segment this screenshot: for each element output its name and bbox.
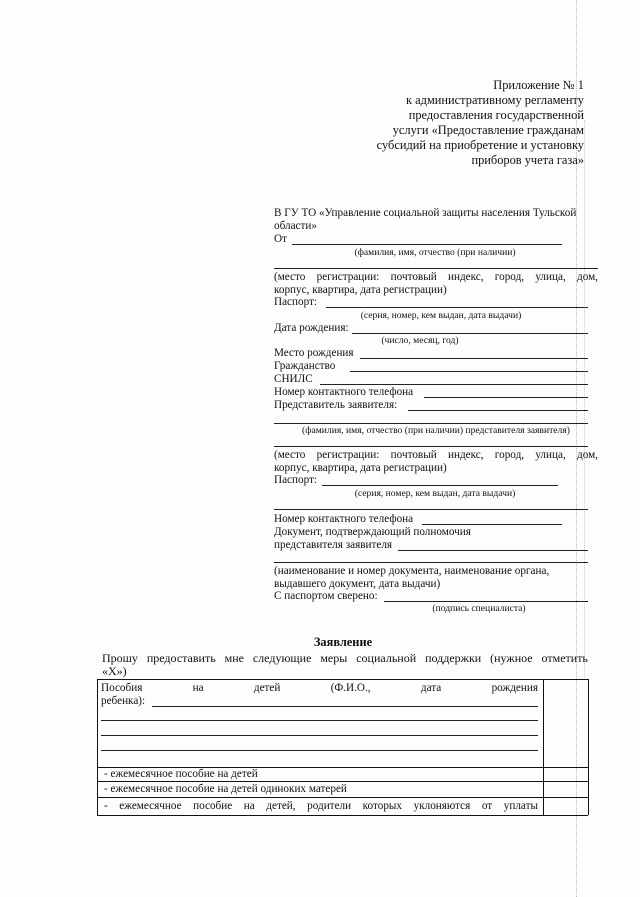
fio-field-2[interactable] bbox=[274, 268, 598, 269]
addressee-to-line1: В ГУ ТО «Управление социальной защиты населения Тульской bbox=[274, 207, 577, 219]
cell-word: пособие bbox=[193, 800, 233, 812]
header-line: к административному регламенту bbox=[406, 93, 584, 107]
monthly-child-benefit-checkbox[interactable] bbox=[544, 768, 587, 780]
children-benefit-line2: ребенка): bbox=[101, 695, 146, 707]
authority-doc-label-line1: Документ, подтверждающий полномочия bbox=[274, 526, 471, 538]
passport-field[interactable] bbox=[326, 307, 588, 308]
registration-hint-word: дом, bbox=[577, 449, 598, 461]
header-line: услуги «Предоставление гражданам bbox=[392, 123, 584, 137]
rep-passport-field-2[interactable] bbox=[274, 509, 588, 510]
registration-hint-word: город, bbox=[494, 271, 525, 283]
header-line: предоставления государственной bbox=[408, 108, 584, 122]
cell-word: Пособия bbox=[101, 682, 143, 694]
cell-word: - bbox=[104, 800, 108, 812]
from-label: От bbox=[274, 233, 287, 245]
registration-hint-word: регистрации: bbox=[316, 449, 380, 461]
cell-word: дата bbox=[420, 682, 442, 694]
cell-word: которых bbox=[362, 800, 403, 812]
citizenship-label: Гражданство bbox=[274, 360, 336, 372]
phone-label: Номер контактного телефона bbox=[274, 386, 414, 398]
statement-title: Заявление bbox=[313, 635, 373, 649]
authority-doc-field[interactable] bbox=[398, 550, 588, 551]
registration-hint-word: улица, bbox=[535, 271, 566, 283]
scan-artifact-right-2 bbox=[584, 120, 585, 680]
fio-field[interactable] bbox=[292, 244, 562, 245]
cell-word: (Ф.И.О., bbox=[330, 682, 371, 694]
table-row-divider bbox=[97, 815, 588, 816]
registration-hint-word: город, bbox=[494, 449, 525, 461]
cell-word: ежемесячное bbox=[119, 800, 182, 812]
child-info-field[interactable] bbox=[101, 735, 538, 736]
header-line: Приложение № 1 bbox=[493, 78, 584, 92]
registration-hint-word: регистрации: bbox=[316, 271, 380, 283]
rep-passport-hint: (серия, номер, кем выдан, дата выдачи) bbox=[354, 488, 516, 499]
registration-hint-word: дом, bbox=[577, 271, 598, 283]
rep-passport-label: Паспорт: bbox=[274, 474, 318, 486]
cell-word: на bbox=[192, 682, 204, 694]
rep-registration-hint-line2: корпус, квартира, дата регистрации) bbox=[274, 462, 447, 474]
rep-registration-hint-line1 bbox=[274, 449, 598, 462]
intro-word: Прошу bbox=[102, 651, 138, 665]
verified-label: С паспортом сверено: bbox=[274, 590, 378, 602]
intro-word: предоставить bbox=[146, 651, 216, 665]
header-line: субсидий на приобретение и установку bbox=[376, 138, 584, 152]
intro-word: поддержки bbox=[425, 651, 482, 665]
intro-word: меры bbox=[320, 651, 348, 665]
verified-signature-field[interactable] bbox=[384, 601, 588, 602]
representative-fio-hint: (фамилия, имя, отчество (при наличии) представителя заявителя) bbox=[302, 425, 570, 436]
children-benefit-checkbox[interactable] bbox=[544, 680, 587, 766]
representative-fio-field-2[interactable] bbox=[274, 446, 588, 447]
authority-doc-label-line2: представителя заявителя bbox=[274, 539, 393, 551]
intro-word: социальной bbox=[356, 651, 417, 665]
statement-intro-line1 bbox=[102, 651, 588, 665]
authority-doc-field-2[interactable] bbox=[274, 562, 588, 563]
verified-hint: (подпись специалиста) bbox=[432, 603, 526, 614]
registration-hint-word: индекс, bbox=[447, 271, 484, 283]
single-mothers-benefit-checkbox[interactable] bbox=[544, 782, 587, 796]
representative-field[interactable] bbox=[408, 410, 588, 411]
table-border-right bbox=[588, 679, 589, 815]
table-row-monthly-child-benefit: - ежемесячное пособие на детей bbox=[104, 768, 258, 780]
table-row-single-mothers-benefit: - ежемесячное пособие на детей одиноких матерей bbox=[104, 783, 347, 795]
cell-word: детей bbox=[253, 682, 281, 694]
birthdate-hint: (число, месяц, год) bbox=[381, 335, 459, 346]
birthplace-field[interactable] bbox=[360, 358, 588, 359]
child-info-field[interactable] bbox=[101, 750, 538, 751]
cell-word: уклоняются bbox=[413, 800, 471, 812]
registration-hint-word: почтовый bbox=[390, 449, 437, 461]
birthdate-label: Дата рождения: bbox=[274, 322, 349, 334]
registration-hint-word: индекс, bbox=[447, 449, 484, 461]
authority-doc-hint-line2: выдавшего документ, дата выдачи) bbox=[274, 578, 441, 590]
snils-field[interactable] bbox=[320, 384, 588, 385]
registration-hint-word: улица, bbox=[535, 449, 566, 461]
intro-word: следующие bbox=[252, 651, 312, 665]
authority-doc-hint-line1: (наименование и номер документа, наименование органа, bbox=[274, 565, 550, 577]
appendix-header bbox=[284, 78, 584, 168]
representative-fio-field[interactable] bbox=[274, 423, 588, 424]
registration-hint-line1 bbox=[274, 271, 598, 284]
table-row-alimony-benefit bbox=[104, 800, 538, 813]
rep-phone-label: Номер контактного телефона bbox=[274, 513, 414, 525]
table-border-top bbox=[97, 679, 588, 680]
registration-hint-word: (место bbox=[274, 271, 306, 283]
birthplace-label: Место рождения bbox=[274, 347, 354, 359]
intro-word: (нужное bbox=[490, 651, 533, 665]
alimony-benefit-checkbox[interactable] bbox=[544, 798, 587, 814]
fio-hint: (фамилия, имя, отчество (при наличии) bbox=[354, 247, 516, 258]
cell-word: родители bbox=[307, 800, 352, 812]
child-info-field[interactable] bbox=[101, 720, 538, 721]
passport-label: Паспорт: bbox=[274, 296, 318, 308]
cell-word: на bbox=[243, 800, 255, 812]
table-row-divider bbox=[97, 797, 588, 798]
rep-passport-field[interactable] bbox=[322, 485, 558, 486]
registration-hint-word: почтовый bbox=[390, 271, 437, 283]
child-info-field[interactable] bbox=[152, 706, 538, 707]
snils-label: СНИЛС bbox=[274, 373, 313, 385]
representative-label: Представитель заявителя: bbox=[274, 399, 398, 411]
cell-word: уплаты bbox=[503, 800, 538, 812]
cell-word: рождения bbox=[491, 682, 538, 694]
table-border-left bbox=[97, 679, 98, 815]
table-row-divider bbox=[97, 781, 588, 782]
registration-hint-line2: корпус, квартира, дата регистрации) bbox=[274, 284, 447, 296]
cell-word: от bbox=[481, 800, 493, 812]
phone-field[interactable] bbox=[424, 397, 588, 398]
birthdate-field[interactable] bbox=[352, 333, 588, 334]
cell-word: детей, bbox=[266, 800, 296, 812]
citizenship-field[interactable] bbox=[350, 371, 588, 372]
statement-intro-line2: «Х») bbox=[102, 664, 127, 678]
header-line: приборов учета газа» bbox=[471, 153, 584, 167]
addressee-to-line2: области» bbox=[274, 220, 317, 232]
rep-phone-field[interactable] bbox=[422, 524, 562, 525]
children-benefit-line1 bbox=[101, 682, 538, 695]
registration-hint-word: (место bbox=[274, 449, 306, 461]
intro-word: отметить bbox=[541, 651, 588, 665]
passport-hint: (серия, номер, кем выдан, дата выдачи) bbox=[360, 310, 522, 321]
intro-word: мне bbox=[224, 651, 244, 665]
